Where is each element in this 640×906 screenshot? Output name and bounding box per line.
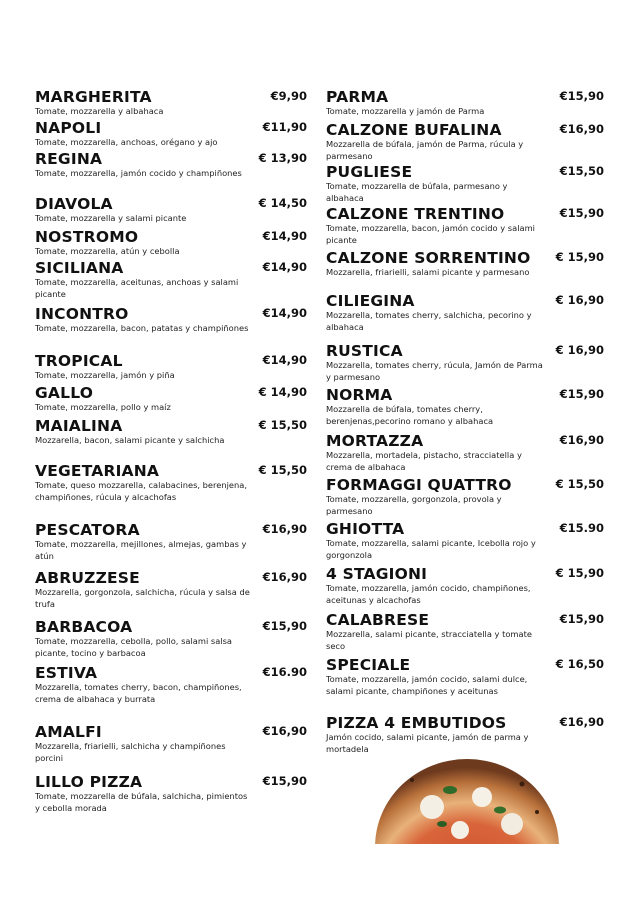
item-price: € 15,50 [258,463,307,477]
item-description: Tomate, mozzarella, atún y cebolla [35,246,180,256]
item-description: Mozzarella de búfala, tomates cherry, berenjenas,pecorino romano y albahaca [326,404,494,426]
item-price: €15,90 [559,206,604,220]
item-name: TROPICAL [35,352,123,370]
item-name: NORMA [326,386,393,404]
menu-item-gallo [35,384,307,414]
item-name: PARMA [326,88,389,106]
item-name: FORMAGGI QUATTRO [326,476,512,494]
menu-item-norma [326,386,604,427]
item-name: 4 STAGIONI [326,565,428,583]
item-price: €16,90 [262,570,307,584]
item-description: Mozzarella, tomates cherry, bacon, champiñones, crema de albahaca y burrata [35,682,242,704]
item-description: Tomate, mozzarella, cebolla, pollo, salami salsa picante, tocino y barbacoa [35,636,233,658]
menu-item-calzone-trentino [326,205,604,246]
menu-item-maialina [35,417,307,447]
item-name: MORTAZZA [326,432,424,450]
menu-item-calabrese [326,611,604,652]
item-price: € 16,50 [555,657,604,671]
item-description: Tomate, mozzarella de búfala, parmesano y albahaca [326,181,508,203]
item-price: €15,90 [262,774,307,788]
item-name: CALZONE TRENTINO [326,205,505,223]
item-name: MAIALINA [35,417,123,435]
item-description: Mozzarella, tomates cherry, salchicha, pecorino y albahaca [326,310,532,332]
menu-item-calzone-sorrentino [326,249,604,279]
item-price: €14,90 [262,260,307,274]
pizza-photo [372,752,562,844]
item-price: €15,50 [559,164,604,178]
item-name: VEGETARIANA [35,462,160,480]
item-price: € 16,90 [555,293,604,307]
menu-item-calzone-bufalina [326,121,604,162]
menu-item-pizza-4-embutidos [326,714,604,755]
item-description: Tomate, mozzarella y albahaca [35,106,164,116]
item-price: € 16,90 [555,343,604,357]
item-description: Mozzarella, friarielli, salami picante y parmesano [326,267,530,277]
menu-item-diavola [35,195,307,225]
item-price: €11,90 [262,120,307,134]
item-name: RUSTICA [326,342,403,360]
menu-item-incontro [35,305,307,335]
menu-item-mortazza [326,432,604,473]
item-name: ESTIVA [35,664,98,682]
item-price: €16,90 [559,433,604,447]
item-description: Tomate, mozzarella, jamón cocido y champiñones [35,168,242,178]
item-name: CALZONE SORRENTINO [326,249,531,267]
item-name: LILLO PIZZA [35,773,143,791]
item-name: PIZZA 4 EMBUTIDOS [326,714,507,732]
item-price: €14,90 [262,229,307,243]
item-price: €15,90 [559,89,604,103]
item-name: INCONTRO [35,305,129,323]
menu-item-pugliese [326,163,604,204]
menu-item-margherita [35,88,307,118]
item-description: Tomate, mozzarella, jamón cocido, salami dulce, salami picante, champiñones y aceitunas [326,674,528,696]
item-description: Mozzarella, tomates cherry, rúcula, Jamón de Parma y parmesano [326,360,543,382]
item-price: € 15,90 [555,250,604,264]
menu-item-lillo-pizza [35,773,307,814]
menu-item-tropical [35,352,307,382]
item-description: Jamón cocido, salami picante, jamón de parma y mortadela [326,732,529,754]
item-price: €15.90 [559,521,604,535]
menu-item-speciale [326,656,604,697]
item-description: Tomate, mozzarella y jamón de Parma [326,106,485,116]
item-price: € 14,50 [258,196,307,210]
item-description: Tomate, mozzarella, salami picante, Icebolla rojo y gorgonzola [326,538,536,560]
item-name: CILIEGINA [326,292,415,310]
item-price: €16,90 [559,715,604,729]
item-description: Mozzarella, friarielli, salchicha y champiñones porcini [35,741,226,763]
right-menu-column [326,88,604,758]
item-name: SPECIALE [326,656,411,674]
item-name: ABRUZZESE [35,569,140,587]
item-price: € 13,90 [258,151,307,165]
item-description: Tomate, mozzarella, bacon, jamón cocido y salami picante [326,223,535,245]
item-price: €16,90 [559,122,604,136]
left-menu-column [35,88,307,828]
menu-item-estiva [35,664,307,705]
item-price: €15,90 [559,387,604,401]
item-name: CALABRESE [326,611,430,629]
item-name: CALZONE BUFALINA [326,121,502,139]
item-description: Tomate, mozzarella, jamón cocido, champiñones, aceitunas y alcachofas [326,583,531,605]
item-price: €14,90 [262,353,307,367]
menu-item-siciliana [35,259,307,300]
item-name: PUGLIESE [326,163,413,181]
item-description: Tomate, mozzarella de búfala, salchicha, pimientos y cebolla morada [35,791,248,813]
item-name: BARBACOA [35,618,133,636]
menu-item-4-stagioni [326,565,604,606]
item-price: €14,90 [262,306,307,320]
item-price: € 14,90 [258,385,307,399]
item-price: € 15,90 [555,566,604,580]
item-name: REGINA [35,150,103,168]
item-description: Mozzarella, gorgonzola, salchicha, rúcula y salsa de trufa [35,587,250,609]
menu-item-nostromo [35,228,307,258]
item-description: Mozzarella, salami picante, stracciatella y tomate seco [326,629,532,651]
item-name: NAPOLI [35,119,102,137]
item-description: Tomate, mozzarella, bacon, patatas y champiñones [35,323,249,333]
item-description: Tomate, mozzarella, aceitunas, anchoas y salami picante [35,277,239,299]
item-description: Tomate, mozzarella, mejillones, almejas, gambas y atún [35,539,247,561]
item-price: €16,90 [262,522,307,536]
menu-item-amalfi [35,723,307,764]
menu-item-abruzzese [35,569,307,610]
item-description: Tomate, queso mozzarella, calabacines, berenjena, champiñones, rúcula y alcachofas [35,480,248,502]
item-name: DIAVOLA [35,195,113,213]
item-description: Tomate, mozzarella, jamón y piña [35,370,175,380]
item-description: Tomate, mozzarella, anchoas, orégano y ajo [35,137,218,147]
item-name: MARGHERITA [35,88,152,106]
item-description: Tomate, mozzarella y salami picante [35,213,187,223]
item-description: Mozzarella, mortadela, pistacho, stracciatella y crema de albahaca [326,450,522,472]
menu-item-barbacoa [35,618,307,659]
menu-item-formaggi-quattro [326,476,604,517]
item-price: €16,90 [262,724,307,738]
item-price: € 15,50 [555,477,604,491]
item-price: €15,90 [559,612,604,626]
menu-item-napoli [35,119,307,149]
item-price: €16.90 [262,665,307,679]
item-name: GALLO [35,384,94,402]
menu-item-pescatora [35,521,307,562]
item-name: AMALFI [35,723,102,741]
item-description: Mozzarella de búfala, jamón de Parma, rúcula y parmesano [326,139,524,161]
menu-item-ciliegina [326,292,604,333]
menu-item-ghiotta [326,520,604,561]
menu-item-parma [326,88,604,118]
item-name: NOSTROMO [35,228,139,246]
menu-item-rustica [326,342,604,383]
item-price: € 15,50 [258,418,307,432]
item-description: Tomate, mozzarella, gorgonzola, provola y parmesano [326,494,502,516]
item-price: €9,90 [270,89,307,103]
item-name: SICILIANA [35,259,124,277]
menu-item-regina [35,150,307,180]
menu-item-vegetariana [35,462,307,503]
item-price: €15,90 [262,619,307,633]
item-name: GHIOTTA [326,520,405,538]
item-description: Mozzarella, bacon, salami picante y salchicha [35,435,225,445]
item-name: PESCATORA [35,521,140,539]
item-description: Tomate, mozzarella, pollo y maíz [35,402,171,412]
